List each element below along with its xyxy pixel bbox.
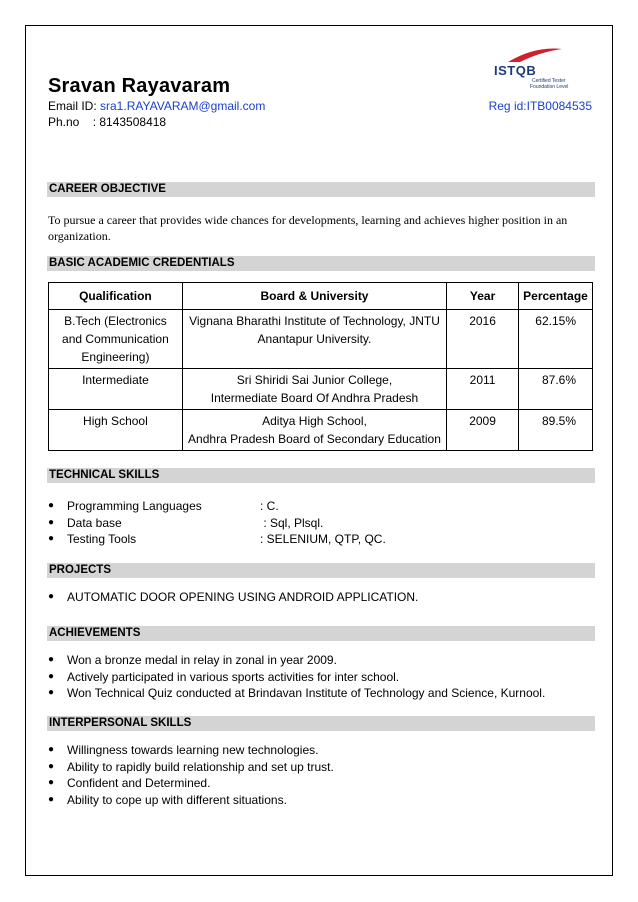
technical-skills-list [48, 498, 386, 548]
logo-subtitle-2: Foundation Level [530, 84, 569, 90]
table-row [49, 410, 593, 451]
email-line [48, 99, 265, 113]
bullet-icon: ● [48, 744, 55, 755]
credentials-table [48, 282, 593, 451]
section-career-objective: CAREER OBJECTIVE [47, 182, 595, 197]
list-item [48, 531, 386, 548]
cell-percentage: 89.5% [518, 410, 592, 451]
achievement-item: Actively participated in various sports activities for inter school. [67, 669, 400, 684]
registration-id: Reg id:ITB0084535 [488, 99, 592, 113]
cell-line: Aditya High School, [262, 414, 367, 428]
bullet-icon: ● [48, 777, 55, 788]
cell-year: 2011 [447, 369, 519, 410]
cell-board [182, 410, 446, 451]
bullet-icon: ● [48, 760, 55, 772]
interpersonal-item: Confident and Determined. [67, 776, 211, 790]
logo-swoosh [508, 49, 562, 62]
col-header-year: Year [447, 283, 519, 310]
skill-name: Programming Languages [67, 499, 202, 513]
cell-line: B.Tech (Electronics [64, 314, 167, 328]
email-link[interactable]: sra1.RAYAVARAM@gmail.com [100, 99, 266, 113]
interpersonal-list [48, 742, 334, 808]
istqb-logo [490, 44, 570, 94]
col-header-qualification: Qualification [49, 283, 183, 310]
list-item [48, 515, 386, 532]
interpersonal-item: Willingness towards learning new technologies. [67, 743, 319, 757]
list-item [48, 742, 334, 759]
bullet-icon: ● [48, 654, 55, 665]
skill-value: : C. [260, 499, 279, 513]
objective-text: To pursue a career that provides wide chances for developments, learning and achieves higher position in an organization. [48, 213, 568, 243]
cell-board [182, 310, 446, 369]
list-item [48, 589, 418, 606]
cell-board [182, 369, 446, 410]
list-item [48, 669, 545, 686]
cell-line: Andhra Pradesh Board of Secondary Education [188, 432, 441, 446]
bullet-icon: ● [48, 533, 55, 544]
section-academic-credentials: BASIC ACADEMIC CREDENTIALS [47, 256, 595, 271]
cell-line: Intermediate [82, 373, 149, 387]
section-interpersonal-skills: INTERPERSONAL SKILLS [47, 716, 595, 731]
section-technical-skills: TECHNICAL SKILLS [47, 468, 595, 483]
bullet-icon: ● [48, 500, 55, 511]
skill-name: Data base [67, 515, 122, 530]
section-achievements: ACHIEVEMENTS [47, 626, 595, 641]
table-row [49, 369, 593, 410]
table-header-row [49, 283, 593, 310]
cell-line: Vignana Bharathi Institute of Technology, JNTU [189, 314, 440, 328]
logo-subtitle-1: Certified Tester [532, 78, 566, 84]
phone-number: Ph.no : 8143508418 [48, 115, 167, 129]
cell-percentage: 87.6% [518, 369, 592, 410]
skill-value: : SELENIUM, QTP, QC. [260, 532, 386, 546]
project-item: AUTOMATIC DOOR OPENING USING ANDROID APPLICATION. [67, 590, 419, 604]
bullet-icon: ● [48, 687, 55, 698]
cell-year: 2009 [447, 410, 519, 451]
achievement-item: Won a bronze medal in relay in zonal in year 2009. [67, 653, 337, 667]
projects-list [48, 589, 418, 606]
list-item [48, 759, 334, 776]
bullet-icon: ● [48, 516, 55, 528]
cell-qualification [49, 410, 183, 451]
cell-line: High School [83, 414, 148, 428]
interpersonal-item: Ability to rapidly build relationship and set up trust. [67, 759, 334, 774]
list-item [48, 685, 545, 702]
list-item [48, 498, 386, 515]
cell-line: Intermediate Board Of Andhra Pradesh [210, 391, 419, 405]
list-item [48, 652, 545, 669]
bullet-icon: ● [48, 670, 55, 682]
cell-line: and Communication [62, 332, 169, 346]
skill-name: Testing Tools [67, 532, 137, 546]
cell-qualification [49, 310, 183, 369]
col-header-board: Board & University [182, 283, 446, 310]
bullet-icon: ● [48, 793, 55, 805]
cell-percentage: 62.15% [518, 310, 592, 369]
skill-value: : Sql, Plsql. [260, 515, 324, 530]
logo-text: ISTQB [494, 63, 537, 78]
list-item [48, 775, 334, 792]
achievements-list [48, 652, 545, 702]
cell-line: Engineering) [81, 350, 150, 364]
table-row [49, 310, 593, 369]
bullet-icon: ● [48, 591, 55, 602]
candidate-name: Sravan Rayavaram [48, 75, 231, 97]
col-header-percentage: Percentage [518, 283, 592, 310]
interpersonal-item: Ability to cope up with different situations. [67, 792, 287, 807]
section-projects: PROJECTS [47, 563, 595, 578]
email-label: Email ID: [48, 99, 101, 113]
list-item [48, 792, 334, 809]
cell-line: Anantapur University. [257, 332, 372, 346]
achievement-item: Won Technical Quiz conducted at Brindavan Institute of Technology and Science, Kurnool. [67, 686, 546, 700]
cell-qualification [49, 369, 183, 410]
cell-line: Sri Shiridi Sai Junior College, [236, 373, 393, 387]
cell-year: 2016 [447, 310, 519, 369]
